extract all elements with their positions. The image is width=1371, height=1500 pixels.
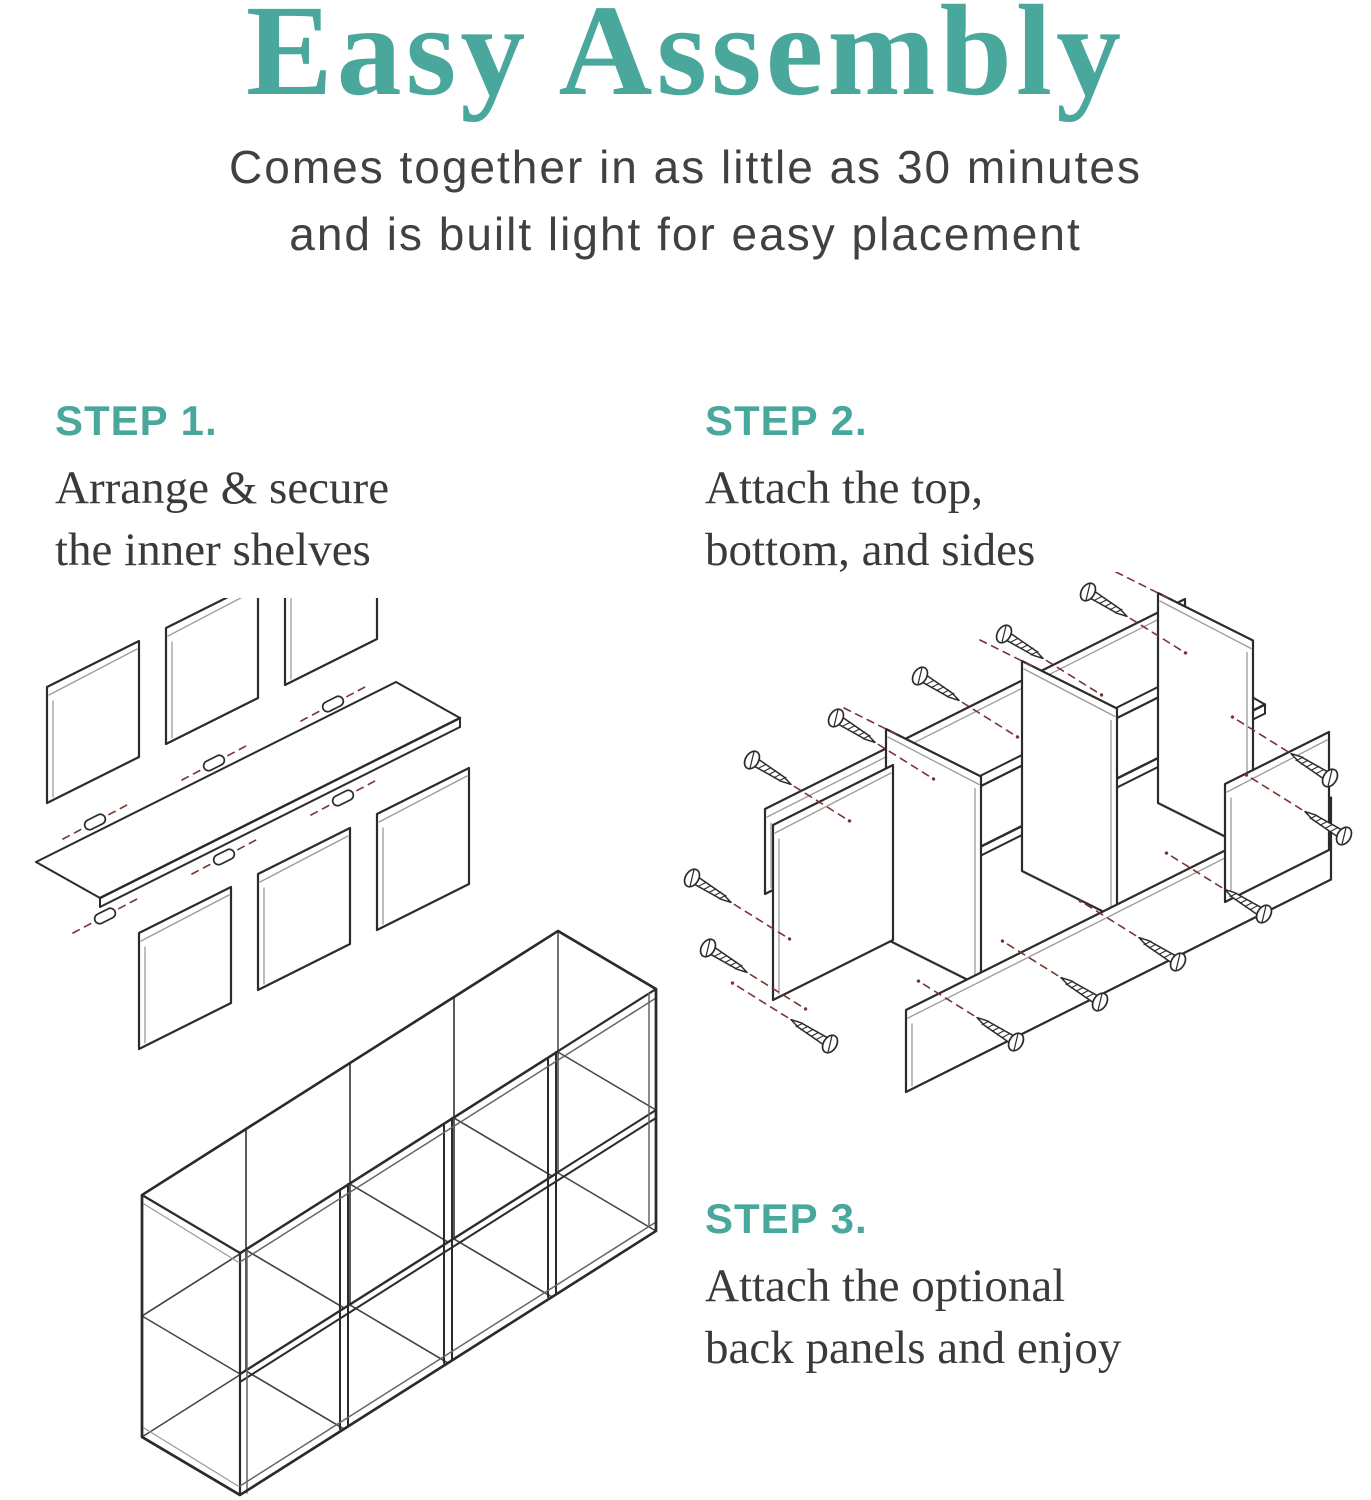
step-2-label: STEP 2. [705,397,868,444]
panel [47,641,139,803]
step-1-text-line-2: the inner shelves [55,524,371,576]
step-1-text-line-1: Arrange & secure [55,462,390,514]
step-2-text-line-1: Attach the top, [705,462,984,514]
page-title: Easy Assembly [245,0,1126,123]
subtitle [0,134,1371,268]
step-2-exploded-frame-with-screws-diagram [680,572,1371,1102]
step-3-text-line-2: back panels and enjoy [705,1322,1122,1374]
step-3-text-line-1: Attach the optional [705,1260,1066,1312]
step-1-label: STEP 1. [55,397,218,444]
step-3-assembled-eight-cube-organizer-diagram [88,922,718,1500]
subtitle-line-1: Comes together in as little as 30 minutes [229,141,1142,193]
panel [285,598,377,685]
panel [166,598,258,744]
subtitle-line-2: and is built light for easy placement [289,208,1082,260]
step-1-block [55,398,389,581]
panel [377,768,469,930]
step-3-block [705,1196,1121,1379]
step-2-block [705,398,1035,581]
dowel-peg-icon [301,687,365,721]
dowel-peg-icon [182,746,246,780]
step-2-text-line-2: bottom, and sides [705,524,1036,576]
step-3-label: STEP 3. [705,1195,868,1242]
